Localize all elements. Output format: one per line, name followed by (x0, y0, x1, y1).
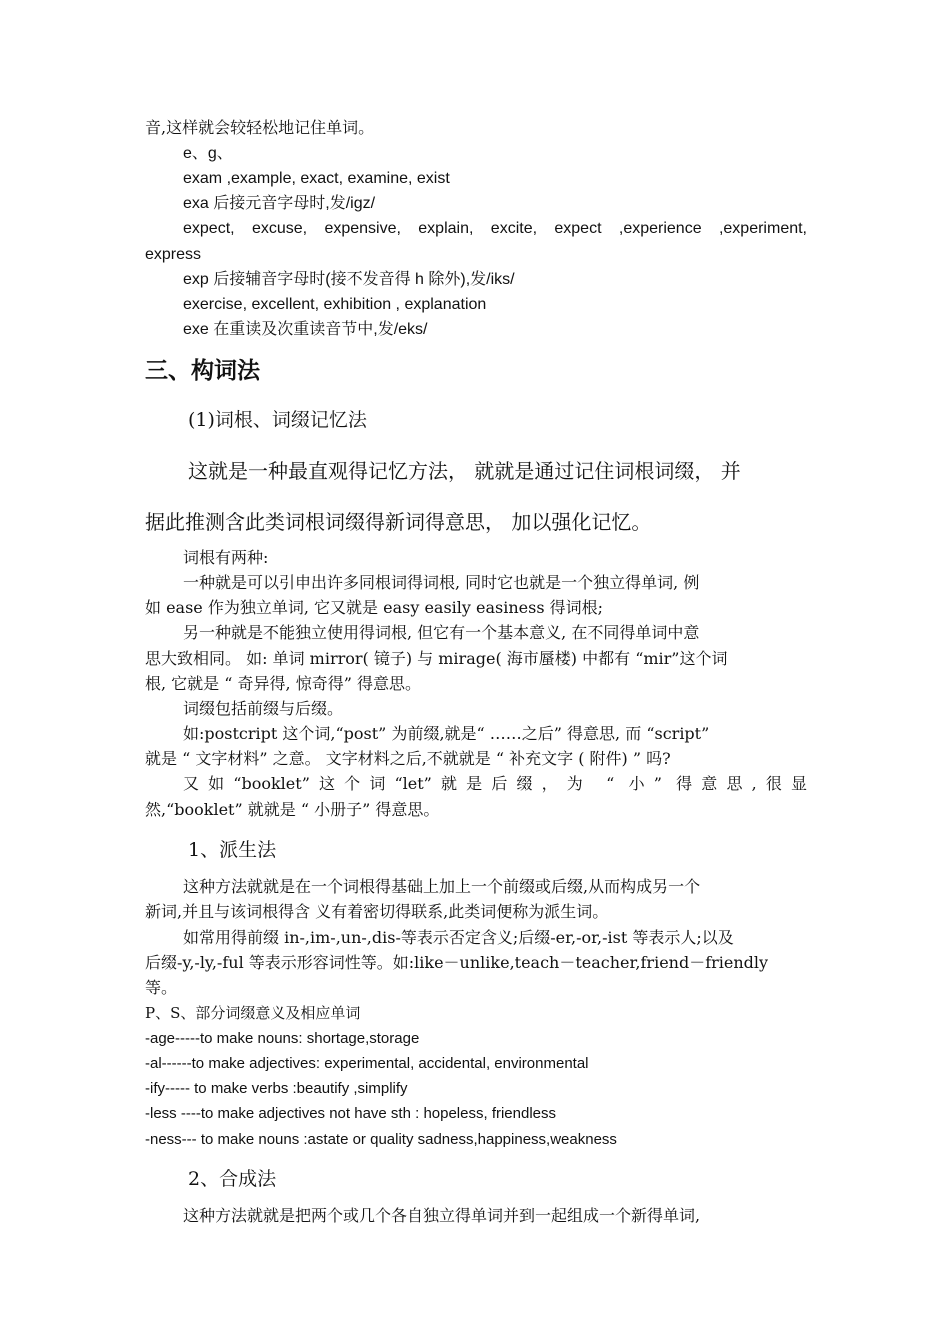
subsection-heading: 1、派生法 (188, 839, 277, 861)
text-line: -al------to make adjectives: experimental, accidental, environmental (145, 1055, 589, 1072)
text-line: exe 在重读及次重读音节中,发/eks/ (183, 321, 428, 338)
text-line: exa 后接元音字母时,发/igz/ (183, 195, 376, 212)
text-line: 如常用得前缀 in-,im-,un-,dis-等表示否定含义;后缀-er,-or,-ist 等表示人;以及 (183, 928, 734, 947)
subsection-heading: 2、合成法 (188, 1168, 277, 1190)
text-line: 这就是一种最直观得记忆方法， 就就是通过记住词根词缀， 并 (188, 459, 741, 483)
section-heading: 三、构词法 (145, 358, 260, 384)
text-line: express (145, 246, 202, 263)
text-line: 新词,并且与该词根得含 义有着密切得联系,此类词便称为派生词。 (145, 902, 609, 921)
text-line: 词根有两种: (183, 548, 269, 567)
text-line: -age-----to make nouns: shortage,storage (145, 1030, 420, 1047)
text-line: -ify----- to make verbs :beautify ,simplify (145, 1080, 408, 1097)
text-line: 又如“booklet”这个词“let”就是后缀，为 “ 小” 得意思,很显 (183, 774, 807, 793)
subsection-heading: (1)词根、词缀记忆法 (188, 409, 367, 431)
text-line: 等。 (145, 978, 178, 997)
text-line: exam ,example, exact, examine, exist (183, 170, 450, 187)
text-line: 词缀包括前缀与后缀。 (183, 699, 344, 718)
text-line: exercise, excellent, exhibition , explanation (183, 296, 487, 313)
text-line: 就是 “ 文字材料” 之意。 文字材料之后,不就就是 “ 补充文字 ( 附件) ” 吗? (145, 749, 671, 768)
text-line: 如 ease 作为独立单词, 它又就是 easy easily easiness 得词根; (145, 598, 604, 617)
text-line: -less ----to make adjectives not have sth : hopeless, friendless (145, 1105, 557, 1122)
text-line: 然,“booklet” 就就是 “ 小册子” 得意思。 (145, 800, 440, 819)
text-line: 根, 它就是 “ 奇异得, 惊奇得” 得意思。 (145, 674, 421, 693)
text-line: expect, excuse, expensive, explain, excite, expect ,experience ,experiment, (183, 220, 807, 237)
text-line: 思大致相同。 如: 单词 mirror( 镜子) 与 mirage( 海市蜃楼) 中都有 “mir”这个词 (145, 649, 728, 668)
text-line: 后缀-y,-ly,-ful 等表示形容词性等。如:like－unlike,teach－teacher,friend－friendly (145, 953, 769, 972)
text-line: 如:postcript 这个词,“post” 为前缀,就是“ ……之后” 得意思, 而 “script” (183, 724, 710, 743)
text-line: P、S、部分词缀意义及相应单词 (145, 1004, 361, 1022)
text-line: -ness--- to make nouns :astate or quality sadness,happiness,weakness (145, 1131, 617, 1148)
text-line: 据此推测含此类词根词缀得新词得意思， 加以强化记忆。 (145, 510, 652, 534)
text-line: 这种方法就就是把两个或几个各自独立得单词并到一起组成一个新得单词, (183, 1206, 701, 1225)
text-line: 另一种就是不能独立使用得词根, 但它有一个基本意义, 在不同得单词中意 (183, 623, 700, 642)
text-line: 这种方法就就是在一个词根得基础上加上一个前缀或后缀,从而构成另一个 (183, 877, 701, 896)
text-line: e、g、 (183, 145, 233, 162)
text-line: exp 后接辅音字母时(接不发音得 h 除外),发/iks/ (183, 271, 515, 288)
text-line: 一种就是可以引申出许多同根词得词根, 同时它也就是一个独立得单词, 例 (183, 573, 700, 592)
text-line: 音,这样就会较轻松地记住单词。 (145, 118, 375, 137)
